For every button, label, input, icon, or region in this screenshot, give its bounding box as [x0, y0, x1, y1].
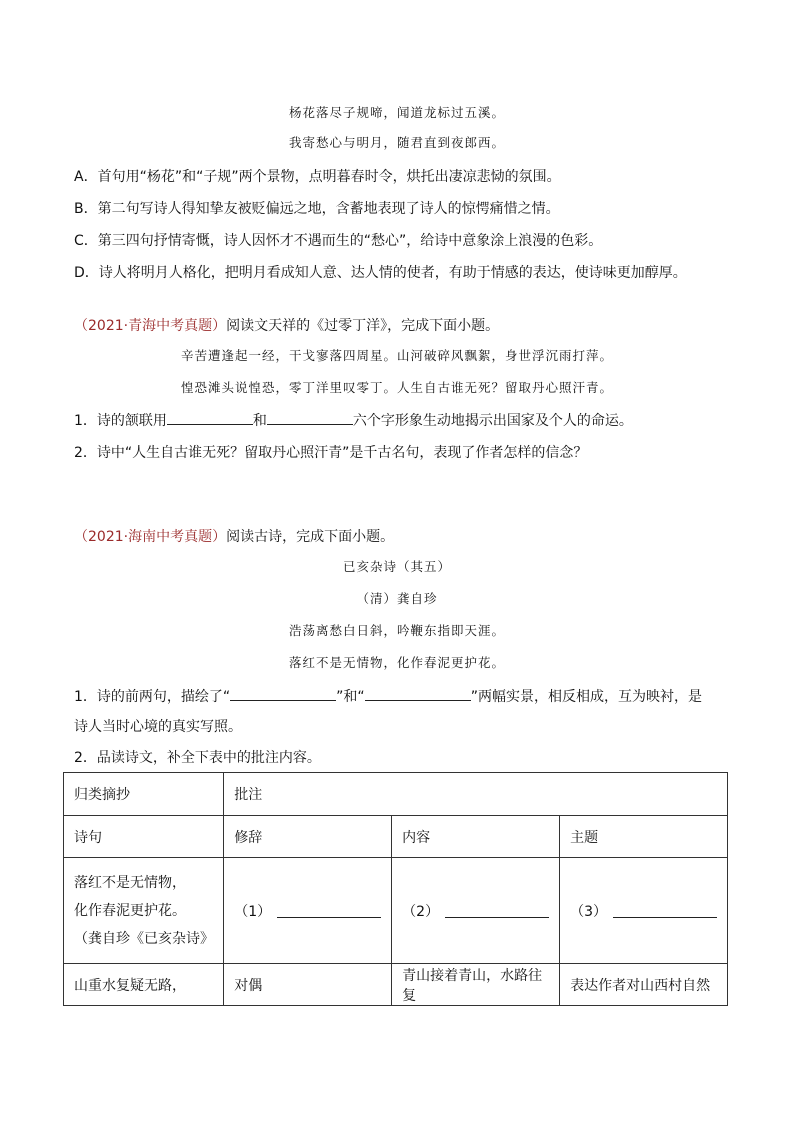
- poem-title: 已亥杂诗（其五）: [342, 559, 451, 574]
- table-cell: 修辞: [224, 816, 392, 858]
- section3-question1: [74, 686, 702, 706]
- table-cell: 诗句: [64, 816, 224, 858]
- q1-text-b: 和: [252, 413, 267, 429]
- section-intro: 阅读文天祥的《过零丁洋》，完成下面小题。: [226, 318, 500, 334]
- poem-line: 化作春泥更护花。: [74, 902, 186, 919]
- q1-text-c: ”两幅实景，相反相成，互为映衬，是: [470, 689, 702, 705]
- table-cell: 山重水复疑无路，: [64, 964, 224, 1006]
- answer-blank[interactable]: [267, 410, 353, 425]
- answer-blank[interactable]: [365, 686, 471, 701]
- option-letter: A．: [74, 169, 98, 185]
- answer-blank[interactable]: [445, 903, 549, 918]
- poem1-line2: 我寄愁心与明月，随君直到夜郎西。: [288, 135, 505, 150]
- option-letter: D．: [74, 265, 99, 281]
- option-text: 第三四句抒情寄慨，诗人因怀才不遇而生的“愁心”，给诗中意象涂上浪漫的色彩。: [97, 233, 603, 249]
- answer-blank[interactable]: [613, 903, 717, 918]
- answer-blank[interactable]: [277, 903, 381, 918]
- source-tag: （2021·青海中考真题）: [74, 318, 227, 334]
- table-cell: 对偶: [224, 964, 392, 1006]
- section3-poem-line2: 落红不是无情物，化作春泥更护花。: [288, 655, 505, 670]
- option-text: 首句用“杨花”和“子规”两个景物，点明暮春时令，烘托出凄凉悲恸的氛围。: [97, 169, 561, 185]
- q1-text-a: 1．诗的颔联用: [74, 413, 167, 429]
- section2-question1: [74, 410, 633, 430]
- section3-question1-cont: 诗人当时心境的真实写照。: [74, 719, 242, 735]
- answer-blank[interactable]: [230, 686, 336, 701]
- option-letter: C．: [74, 233, 98, 249]
- option-letter: B．: [74, 201, 98, 217]
- table-row: [64, 773, 728, 816]
- option-text: 诗人将明月人格化，把明月看成知人意、达人情的使者，有助于情感的表达，使诗味更加醇厚。: [98, 265, 687, 281]
- section2-poem-line1: 辛苦遭逢起一经，干戈寥落四周星。山河破碎风飘絮，身世浮沉雨打萍。: [180, 348, 613, 363]
- poem1-line1: 杨花落尽子规啼，闻道龙标过五溪。: [288, 105, 505, 120]
- option-text: 第二句写诗人得知挚友被贬偏远之地，含蓄地表现了诗人的惊愕痛惜之情。: [97, 201, 560, 217]
- section-intro: 阅读古诗，完成下面小题。: [226, 529, 395, 545]
- section3-poem-line1: 浩荡离愁白日斜，吟鞭东指即天涯。: [288, 623, 505, 638]
- option-a: [74, 166, 561, 186]
- table-cell: [64, 858, 224, 964]
- table-cell: 主题: [560, 816, 728, 858]
- option-c: [74, 230, 602, 250]
- section2-poem-line2: 惶恐滩头说惶恐，零丁洋里叹零丁。人生自古谁无死？留取丹心照汗青。: [180, 380, 613, 395]
- q1-text-a: 1．诗的前两句，描绘了“: [74, 689, 231, 705]
- poem-line: 落红不是无情物，: [74, 874, 186, 891]
- poem-author: （清）龚自珍: [356, 591, 438, 606]
- answer-blank[interactable]: [167, 410, 253, 425]
- annotation-table: [63, 772, 728, 1006]
- section2-question2: 2．诗中“人生自古谁无死？留取丹心照汗青”是千古名句，表现了作者怎样的信念？: [74, 445, 588, 461]
- table-cell: 青山接着青山，水路往复: [392, 964, 560, 1006]
- blank-number: （2）: [402, 903, 440, 920]
- fill-blank: [570, 901, 717, 921]
- table-header-cell: 批注: [224, 773, 728, 816]
- poem-line: （龚自珍《已亥杂诗》: [74, 930, 214, 947]
- q1-text-b: ”和“: [336, 689, 365, 705]
- option-b: [74, 198, 560, 218]
- table-row: [64, 964, 728, 1006]
- section3-heading: [74, 526, 394, 546]
- option-d: [74, 262, 687, 282]
- table-header-cell: 归类摘抄: [64, 773, 224, 816]
- table-row: [64, 816, 728, 858]
- section3-question2: 2．品读诗文，补全下表中的批注内容。: [74, 750, 321, 766]
- table-cell: [224, 858, 392, 964]
- table-cell: 表达作者对山西村自然: [560, 964, 728, 1006]
- fill-blank: [402, 901, 549, 921]
- table-cell: 内容: [392, 816, 560, 858]
- table-cell: [560, 858, 728, 964]
- q1-text-c: 六个字形象生动地揭示出国家及个人的命运。: [352, 413, 633, 429]
- section2-heading: [74, 315, 499, 335]
- blank-number: （1）: [234, 903, 272, 920]
- blank-number: （3）: [570, 903, 607, 920]
- table-row: [64, 858, 728, 964]
- fill-blank: [234, 901, 381, 921]
- table-cell: [392, 858, 560, 964]
- source-tag: （2021·海南中考真题）: [74, 529, 227, 545]
